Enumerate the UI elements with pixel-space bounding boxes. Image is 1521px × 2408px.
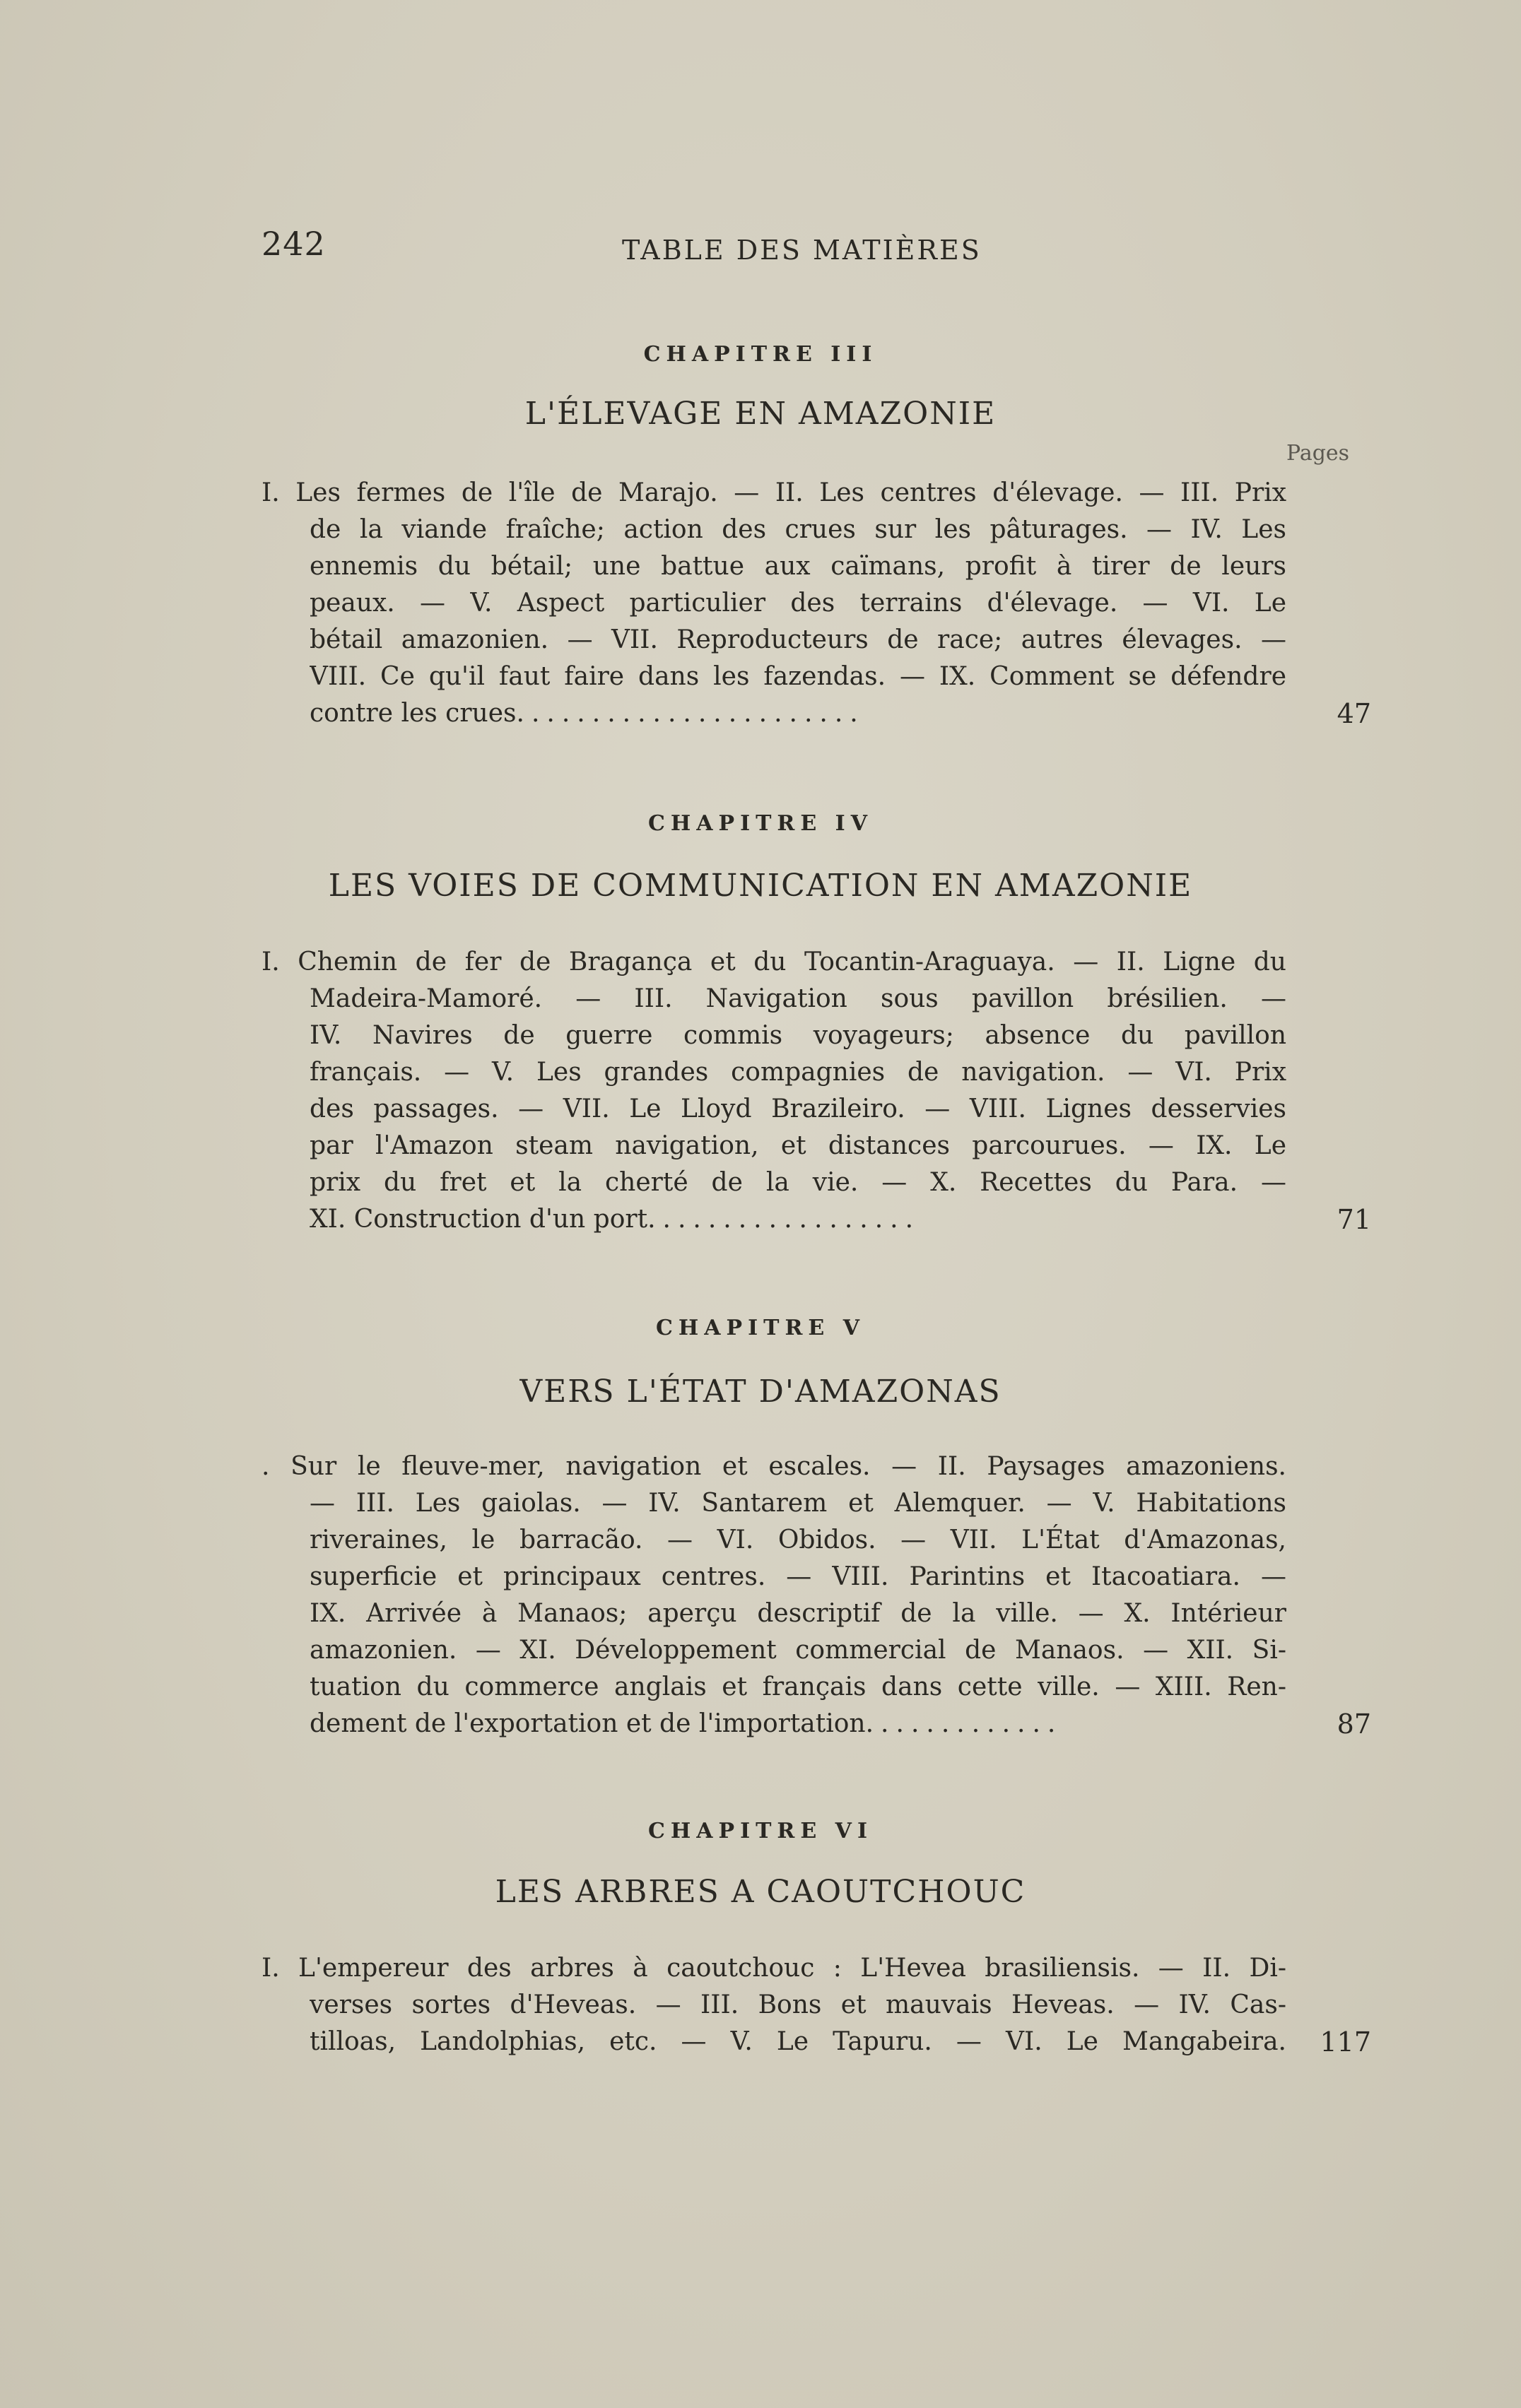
pages-column-label: Pages xyxy=(1286,441,1350,466)
summary-line: I. L'empereur des arbres à caoutchouc : L'Hevea brasiliensis. — II. Di- xyxy=(262,1954,1286,1983)
summary-line: XI. Construction d'un port xyxy=(310,1205,648,1234)
summary-line: contre les crues xyxy=(310,699,517,728)
summary-line: riveraines, le barracão. — VI. Obidos. — VII. L'État d'Amazonas, xyxy=(310,1525,1286,1554)
summary-line: peaux. — V. Aspect particulier des terrains d'élevage. — VI. Le xyxy=(310,589,1286,618)
summary-line: tuation du commerce anglais et français dans cette ville. — XIII. Ren- xyxy=(310,1672,1286,1701)
summary-line: Madeira-Mamoré. — III. Navigation sous pavillon brésilien. — xyxy=(310,984,1286,1013)
summary-line: prix du fret et la cherté de la vie. — X. Recettes du Para. — xyxy=(310,1168,1286,1197)
summary-line: dement de l'exportation et de l'importation xyxy=(310,1709,866,1738)
summary-line: de la viande fraîche; action des crues sur les pâturages. — IV. Les xyxy=(310,515,1286,544)
summary-line: tilloas, Landolphias, etc. — V. Le Tapuru. — VI. Le Mangabeira. xyxy=(310,2027,1286,2056)
chapter-4-page-ref: 71 xyxy=(1337,1204,1371,1235)
summary-line: IX. Arrivée à Manaos; aperçu descriptif de la ville. — X. Intérieur xyxy=(310,1599,1286,1628)
summary-line: superficie et principaux centres. — VIII. Parintins et Itacoatiara. — xyxy=(310,1562,1286,1591)
chapter-3-title: L'ÉLEVAGE EN AMAZONIE xyxy=(524,396,997,432)
chapter-5-page-ref: 87 xyxy=(1337,1708,1371,1740)
summary-line: IV. Navires de guerre commis voyageurs; absence du pavillon xyxy=(310,1021,1286,1050)
summary-last-line xyxy=(310,1706,1286,1742)
summary-line: amazonien. — XI. Développement commercial de Manaos. — XII. Si- xyxy=(310,1636,1286,1665)
chapter-5-title: VERS L'ÉTAT D'AMAZONAS xyxy=(519,1374,1002,1410)
summary-last-line xyxy=(310,695,1286,732)
chapter-3-page-ref: 47 xyxy=(1337,698,1371,729)
chapter-6-title: LES ARBRES A CAOUTCHOUC xyxy=(495,1874,1026,1910)
summary-line: verses sortes d'Heveas. — III. Bons et mauvais Heveas. — IV. Cas- xyxy=(310,1990,1286,2019)
leader-dots: ....................... xyxy=(516,699,865,728)
chapter-4-label: CHAPITRE IV xyxy=(648,811,873,836)
summary-line: I. Les fermes de l'île de Marajo. — II. Les centres d'élevage. — III. Prix xyxy=(262,478,1286,507)
leader-dots: ............. xyxy=(865,1709,1063,1738)
summary-last-line xyxy=(310,1201,1286,1238)
summary-line: français. — V. Les grandes compagnies de navigation. — VI. Prix xyxy=(310,1058,1286,1087)
summary-line: par l'Amazon steam navigation, et distances parcourues. — IX. Le xyxy=(310,1131,1286,1160)
chapter-6-page-ref: 117 xyxy=(1320,2026,1371,2058)
summary-line: . Sur le fleuve-mer, navigation et escales. — II. Paysages amazoniens. xyxy=(262,1452,1286,1481)
chapter-6-label: CHAPITRE VI xyxy=(648,1819,873,1843)
running-head: TABLE DES MATIÈRES xyxy=(622,235,982,266)
chapter-3-label: CHAPITRE III xyxy=(643,342,878,367)
summary-line: des passages. — VII. Le Lloyd Brazileiro. — VIII. Lignes desservies xyxy=(310,1094,1286,1123)
page-number: 242 xyxy=(262,225,326,263)
summary-line: I. Chemin de fer de Bragança et du Tocantin-Araguaya. — II. Ligne du xyxy=(262,948,1286,976)
summary-line: bétail amazonien. — VII. Reproducteurs de race; autres élevages. — xyxy=(310,625,1286,654)
summary-line: VIII. Ce qu'il faut faire dans les fazendas. — IX. Comment se défendre xyxy=(310,662,1286,691)
chapter-4-title: LES VOIES DE COMMUNICATION EN AMAZONIE xyxy=(328,868,1193,904)
summary-line: — III. Les gaiolas. — IV. Santarem et Alemquer. — V. Habitations xyxy=(310,1489,1286,1518)
chapter-5-label: CHAPITRE V xyxy=(656,1316,865,1340)
leader-dots: .................. xyxy=(647,1205,921,1234)
summary-line: ennemis du bétail; une battue aux caïmans, profit à tirer de leurs xyxy=(310,552,1286,581)
